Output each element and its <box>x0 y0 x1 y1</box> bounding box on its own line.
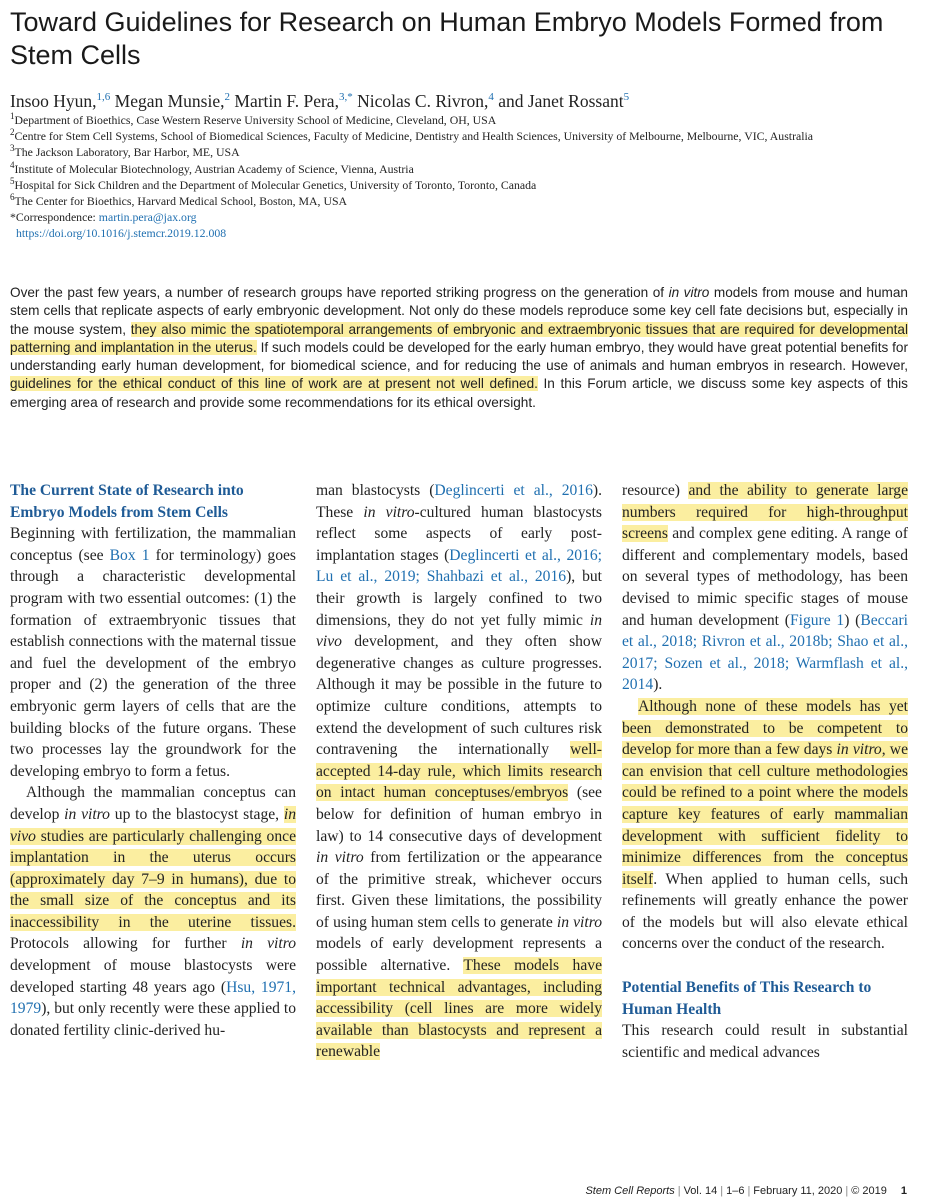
citation-link[interactable]: Deglincerti et al., 2016; Lu et al., 2019; Shahbazi et al., 2016 <box>316 546 603 586</box>
author-name: Nicolas C. Rivron, <box>357 91 489 111</box>
body-paragraph: Although the mammalian conceptus can develop in vitro up to the blastocyst stage, in vivo studies are particularly challenging once implantation in the uterus occurs (approximately day 7–9 in humans), due to the small size of the conceptus and its inaccessibility in the uterine tissues. Protocols allowing for further in vitro development of mouse blastocysts were developed starting 48 years ago (Hsu, 1971, 1979), but only recently were these applied to donated fertility clinic-derived hu- <box>10 784 296 1039</box>
figure-link[interactable]: Figure 1 <box>789 611 845 629</box>
journal-name: Stem Cell Reports <box>585 1185 675 1197</box>
article-title: Toward Guidelines for Research on Human Embryo Models Formed from Stem Cells <box>10 7 884 70</box>
volume: Vol. 14 <box>683 1185 718 1197</box>
author-name: Megan Munsie, <box>114 91 225 111</box>
author-affiliation-marker[interactable]: 5 <box>623 91 630 104</box>
affiliation-item: $^2$Centre for Stem Cell Systems, School of Biomedical Sciences, Faculty of Medicine, Dentistry and Health Sciences, University of Melbourne, Melbourne, VIC, Australia <box>10 127 814 144</box>
highlighted-text: These models have important technical advantages, including accessibility (cell lines are more widely available than blastocysts and represent a renewable <box>316 957 602 1061</box>
copyright: © 2019 <box>851 1185 887 1197</box>
highlighted-text: guidelines for the ethical conduct of this line of work are at present not well defined. <box>10 376 538 392</box>
doi-line <box>10 225 915 241</box>
affiliation-item: $^5$Hospital for Sick Children and the Department of Molecular Genetics, University of Toronto, Toronto, Canada <box>10 175 537 192</box>
body-paragraph: Although none of these models has yet been demonstrated to be competent to develop for more than a few days in vitro, we can envision that cell culture methodologies could be refined to a point where the models capture key features of early mammalian development with sufficient fidelity to minimize differences from the conceptus itself. When applied to human cells, such refinements will greatly enhance the power of the models but will also elevate ethical concerns over the conduct of the research. <box>622 697 908 953</box>
section-heading: Potential Benefits of This Research to Human Health <box>622 979 872 1018</box>
author-affiliation-marker[interactable]: 4 <box>488 91 494 104</box>
citation-link[interactable]: Hsu, 1971, 1979 <box>10 978 296 1018</box>
page-range: 1–6 <box>726 1185 745 1197</box>
highlighted-text: well-accepted 14-day rule, which limits research on intact human conceptuses/embryos <box>316 741 602 802</box>
author-affiliation-marker[interactable]: 1,6 <box>96 91 111 104</box>
highlighted-text: they also mimic the spatiotemporal arrangements of embryonic and extraembryonic tissues that are required for developmental patterning and implantation in the uterus. <box>10 321 909 355</box>
highlighted-text: and the ability to generate large numbers required for high-throughput screens <box>622 482 908 543</box>
doi-link[interactable]: https://doi.org/10.1016/j.stemcr.2019.12.008 <box>16 226 227 241</box>
text-column-2 <box>316 480 602 1063</box>
affiliation-item: $^1$Department of Bioethics, Case Western Reserve University School of Medicine, Cleveland, OH, USA <box>10 111 497 127</box>
abstract: Over the past few years, a number of research groups have reported striking progress on the generation of in vitro models from mouse and human stem cells that replicate aspects of early embryonic development. Not only do these models reproduce some key cell fate decisions but, especially in the mouse system, they also mimic the spatiotemporal arrangements of embryonic and extraembryonic tissues that are required for developmental patterning and implantation in the uterus. If such models could be developed for the early human embryo, they would have great potential benefits for understanding early human development, for biomedical science, and for reducing the use of animals and human embryos in research. However, guidelines for the ethical conduct of this line of work are at present not well defined. In this Forum article, we discuss some key aspects of this emerging area of research and provide some recommendations for its ethical oversight. <box>10 285 909 410</box>
affiliation-item: $^3$The Jackson Laboratory, Bar Harbor, ME, USA <box>10 143 240 160</box>
page-number: 1 <box>900 1185 907 1197</box>
affiliations <box>10 112 915 242</box>
section-heading: The Current State of Research into Embryo Models from Stem Cells <box>10 482 244 521</box>
citation-link[interactable]: Beccari et al., 2018; Rivron et al., 2018b; Shao et al., 2017; Sozen et al., 2018; Warmflash et al., 2014 <box>622 611 908 694</box>
highlighted-text: in vivo studies are particularly challenging once implantation in the uterus occurs (approximately day 7–9 in humans), due to the small size of the conceptus and its inaccessibility in the uterine tissues. <box>10 805 296 931</box>
citation-link[interactable]: Deglincerti et al., 2016 <box>434 482 593 499</box>
page-footer: Stem Cell Reports | Vol. 14 | 1–6 | February 11, 2020 | © 2019 1 <box>585 1185 907 1197</box>
body-paragraph: Beginning with fertilization, the mammalian conceptus (see Box 1 for terminology) goes through a characteristic developmental program with two essential outcomes: (1) the formation of extraembryonic tissues that establish connections with the maternal tissue and fuel the development of the embryo proper and (2) the generation of the three embryonic germ layers of cells that are the building blocks of the future organs. These two processes lay the groundwork for the developing embryo to form a fetus. <box>10 525 296 780</box>
text-column-3 <box>622 480 908 1063</box>
author-name: Insoo Hyun, <box>10 91 97 111</box>
highlighted-text: Although none of these models has yet been demonstrated to be competent to develop for more than a few days in vitro, we can envision that cell culture methodologies could be refined to a point where the models capture key features of early mammalian development with sufficient fidelity to minimize differences from the conceptus itself <box>622 697 908 888</box>
publication-date: February 11, 2020 <box>753 1185 843 1197</box>
correspondence-email-link[interactable]: martin.pera@jax.org <box>98 210 197 225</box>
correspondence: *Correspondence: martin.pera@jax.org <box>10 210 197 225</box>
text-column-1 <box>10 480 296 1041</box>
author-name: Martin F. Pera, <box>234 91 339 111</box>
box-link[interactable]: Box 1 <box>109 546 150 564</box>
affiliation-item: $^6$The Center for Bioethics, Harvard Medical School, Boston, MA, USA <box>10 192 348 209</box>
author-name: and Janet Rossant <box>498 91 624 111</box>
author-list <box>10 90 629 112</box>
author-affiliation-marker[interactable]: 2 <box>224 91 231 104</box>
body-paragraph: man blastocysts (Deglincerti et al., 2016). These in vitro-cultured human blastocysts reflect some aspects of early post-implantation stages (Deglincerti et al., 2016; Lu et al., 2019; Shahbazi et al., 2016), but their growth is largely confined to two dimensions, they do not yet fully mimic in vivo development, and they often show degenerative changes as culture progresses. Although it may be possible in the future to optimize culture conditions, attempts to extend the development of such cultures risk contravening the internationally well-accepted 14-day rule, which limits research on intact human conceptuses/embryos (see below for definition of human embryo in law) to 14 consecutive days of development in vitro from fertilization or the appearance of the primitive streak, whichever occurs first. Given these limitations, the possibility of using human stem cells to generate in vitro models of early development represents a possible alternative. These models have important technical advantages, including accessibility (cell lines are more widely available than blastocysts and represent a renewable <box>316 482 603 1061</box>
body-paragraph: This research could result in substantial scientific and medical advances <box>622 1022 908 1061</box>
body-paragraph: resource) and the ability to generate large numbers required for high-throughput screens and complex gene editing. A range of different and complementary models, based on several types of methodology, has been devised to mimic specific stages of mouse and human development (Figure 1) (Beccari et al., 2018; Rivron et al., 2018b; Shao et al., 2017; Sozen et al., 2018; Warmflash et al., 2014). <box>622 482 908 694</box>
author-affiliation-marker[interactable]: 3,* <box>338 91 353 104</box>
affiliation-item: $^4$Institute of Molecular Biotechnology, Austrian Academy of Science, Vienna, Austria <box>10 159 414 176</box>
